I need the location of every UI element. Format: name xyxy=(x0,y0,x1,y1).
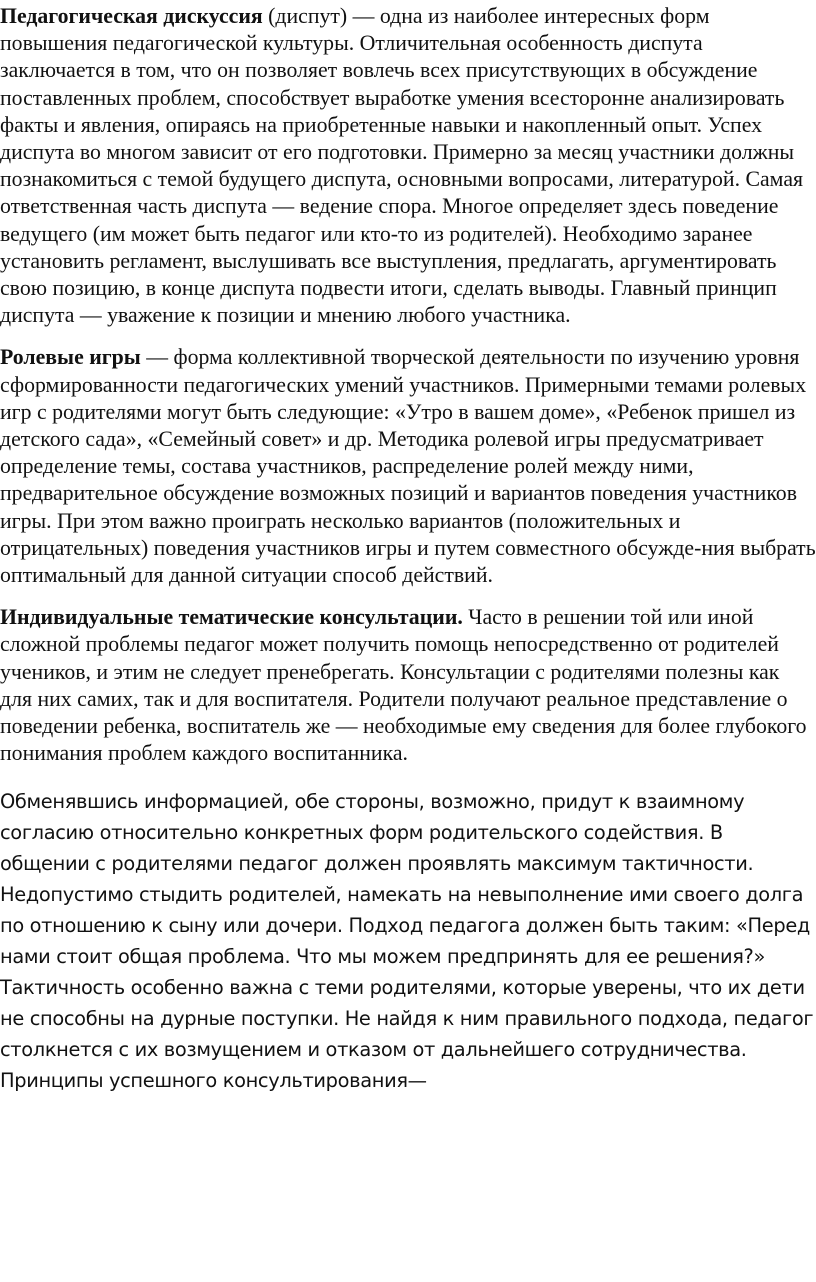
paragraph-discussion xyxy=(0,3,816,329)
paragraph-consultations xyxy=(0,604,816,767)
term-discussion: Педагогическая дискуссия xyxy=(0,4,263,28)
paragraph-information-exchange-text: Обменявшись информацией, обе стороны, возможно, придут к взаимному согласию относительно конкретных форм родительского содействия. В общении с родителями педагог должен проявлять максимум тактичности. Недопустимо стыдить родителей, намекать на невыполнение ими своего долга по отношению к сыну или дочери. Подход педагога должен быть таким: «Перед нами стоит общая проблема. Что мы можем предпринять для ее решения?» Тактичность особенно важна с теми родителями, которые уверены, что их дети не способны на дурные поступки. Не найдя к ним правильного подхода, педагог столкнется с их возмущением и отказом от дальнейшего сотрудничества. Принципы успешного консультирования— xyxy=(0,790,814,1093)
term-role-games: Ролевые игры xyxy=(0,345,141,370)
paragraph-role-games-text: — форма коллективной творческой деятельности по изучению уровня сформированности педагогических умений участников. Примерными темами ролевых игр с родителями могут быть следующие: «Утро в вашем доме», «Ребенок пришел из детского сада», «Семейный совет» и др. Методика ролевой игры предусматривает определение темы, состава участников, распределение ролей между ними, предварительное обсуждение возможных позиций и вариантов поведения участников игры. При этом важно проиграть несколько вариантов (положительных и отрицательных) поведения участников игры и путем совместного обсужде-ния выбрать оптимальный для данной ситуации способ действий. xyxy=(0,345,816,588)
paragraph-consultations-text: Часто в решении той или иной сложной проблемы педагог может получить помощь непосредственно от родителей учеников, и этим не следует пренебрегать. Консультации с родителями полезны как для них самих, так и для воспитателя. Родители получают реальное представление о поведении ребенка, воспитатель же — необходимые ему сведения для более глубокого понимания проблем каждого воспитанника. xyxy=(0,605,807,766)
term-consultations: Индивидуальные тематические консультации. xyxy=(0,605,463,630)
paragraph-role-games xyxy=(0,344,816,589)
paragraph-information-exchange xyxy=(0,786,816,1096)
paragraph-discussion-text: (диспут) — одна из наиболее интересных форм повышения педагогической культуры. Отличительная особенность диспута заключается в том, что он позволяет вовлечь всех присутствующих в обсуждение поставленных проблем, способствует выработке умения всесторонне анализировать факты и явления, опираясь на приобретенные навыки и накопленный опыт. Успех диспута во многом зависит от его подготовки. Примерно за месяц участники должны познакомиться с темой будущего диспута, основными вопросами, литературой. Самая ответственная часть диспута — ведение спора. Многое определяет здесь поведение ведущего (им может быть педагог или кто-то из родителей). Необходимо заранее установить регламент, выслушивать все выступления, предлагать, аргументировать свою позицию, в конце диспута подвести итоги, сделать выводы. Главный принцип диспута — уважение к позиции и мнению любого участника. xyxy=(0,4,804,328)
